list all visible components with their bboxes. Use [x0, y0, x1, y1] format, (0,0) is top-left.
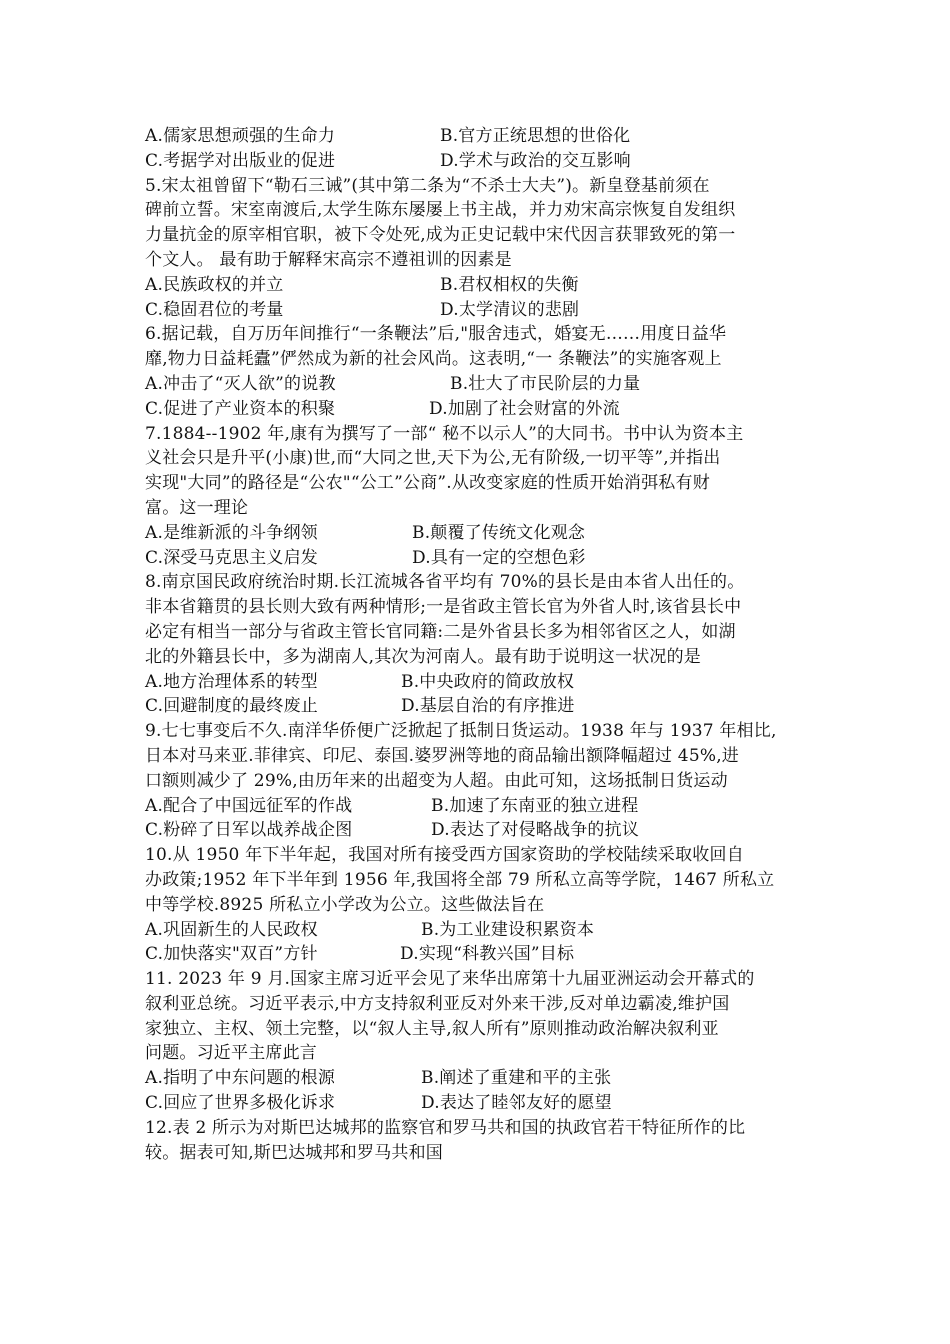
- question-stem-line: 家独立、主权、领土完整，以“叙人主导,叙人所有”原则推动政治解决叙利亚: [145, 1018, 719, 1039]
- option-row: [145, 546, 825, 571]
- option-b[interactable]: B.君权相权的失衡: [440, 274, 579, 295]
- question-stem-line: 11. 2023 年 9 月.国家主席习近平会见了来华出席第十九届亚洲运动会开幕式的: [145, 969, 755, 990]
- option-row: [145, 670, 825, 695]
- option-a[interactable]: A.是维新派的斗争纲领: [145, 522, 318, 543]
- question-stem-line: 10.从 1950 年下半年起，我国对所有接受西方国家资助的学校陆续采取收回自: [145, 845, 744, 866]
- question-11: [145, 967, 825, 1116]
- question-12: [145, 1116, 825, 1166]
- option-b[interactable]: B.为工业建设积累资本: [421, 919, 595, 940]
- option-a[interactable]: A.冲击了“灭人欲”的说教: [145, 373, 336, 394]
- question-stem-line: 中等学校.8925 所私立小学改为公立。这些做法旨在: [145, 894, 545, 915]
- question-8: [145, 570, 825, 719]
- option-row: [145, 124, 825, 149]
- question-4-options: [145, 124, 825, 174]
- option-a[interactable]: A.巩固新生的人民政权: [145, 919, 318, 940]
- option-c[interactable]: C.回避制度的最终废止: [145, 696, 319, 717]
- option-row: [145, 818, 825, 843]
- option-a[interactable]: A.儒家思想顽强的生命力: [145, 126, 336, 146]
- question-stem-line: 非本省籍贯的县长则大致有两种情形;一是省政主管长官为外省人时,该省县长中: [145, 597, 742, 618]
- option-c[interactable]: C.促进了产业资本的积聚: [145, 398, 336, 419]
- option-row: [145, 298, 825, 323]
- question-stem-line: 日本对马来亚.菲律宾、印尼、泰国.婆罗洲等地的商品输出额降幅超过 45%,进: [145, 745, 739, 766]
- option-row: [145, 372, 825, 397]
- option-d[interactable]: D.太学清议的悲剧: [440, 299, 580, 320]
- option-a[interactable]: A.地方治理体系的转型: [145, 671, 318, 692]
- question-stem-line: 办政策;1952 年下半年到 1956 年,我国将全部 79 所私立高等学院，1467 所私立: [145, 869, 775, 890]
- question-stem-line: 实现"大同”的路径是“公农"“公工”公商”.从改变家庭的性质开始消弭私有财: [145, 473, 710, 494]
- option-d[interactable]: D.表达了对侵略战争的抗议: [431, 820, 640, 841]
- option-row: [145, 521, 825, 546]
- option-d[interactable]: D.实现“科教兴国”目标: [400, 944, 575, 965]
- question-stem-line: 义社会只是升平(小康)世,而“大同之世,天下为公,无有阶级,一切平等”,并指出: [145, 448, 721, 469]
- option-c[interactable]: C.稳固君位的考量: [145, 299, 284, 320]
- option-d[interactable]: D.具有一定的空想色彩: [412, 547, 586, 568]
- question-10: [145, 843, 825, 967]
- question-stem-line: 必定有相当一部分与省政主管长官同籍:二是外省县长多为相邻省区之人，如湖: [145, 621, 736, 642]
- question-stem-line: 较。据表可知,斯巴达城邦和罗马共和国: [145, 1142, 444, 1163]
- question-stem-line: 叙利亚总统。习近平表示,中方支持叙利亚反对外来干涉,反对单边霸凌,维护国: [145, 993, 730, 1014]
- question-stem-line: 力量抗金的原宰相官职，被下令处死,成为正史记载中宋代因言获罪致死的第一: [145, 225, 736, 246]
- question-stem-line: 问题。习近平主席此言: [145, 1043, 317, 1064]
- question-stem-line: 5.宋太祖曾留下“勒石三诫”(其中第二条为“不杀士大夫”)。新皇登基前须在: [145, 175, 710, 196]
- option-b[interactable]: B.阐述了重建和平的主张: [421, 1068, 612, 1089]
- option-a[interactable]: A.民族政权的并立: [145, 274, 284, 295]
- option-b[interactable]: B.壮大了市民阶层的力量: [450, 373, 641, 394]
- option-d[interactable]: D.学术与政治的交互影响: [440, 150, 631, 171]
- option-b[interactable]: B.加速了东南亚的独立进程: [431, 795, 639, 816]
- option-row: [145, 149, 825, 174]
- option-row: [145, 397, 825, 422]
- question-stem-line: 12.表 2 所示为对斯巴达城邦的监察官和罗马共和国的执政官若干特征所作的比: [145, 1117, 746, 1138]
- exam-content: [145, 124, 825, 1165]
- question-stem-line: 9.七七事变后不久.南洋华侨便广泛掀起了抵制日货运动。1938 年与 1937 年相比,: [145, 721, 777, 742]
- option-c[interactable]: C.回应了世界多极化诉求: [145, 1093, 336, 1114]
- option-row: [145, 273, 825, 298]
- question-stem-line: 个文人。 最有助于解释宋高宗不遵祖训的因素是: [145, 249, 512, 270]
- option-row: [145, 918, 825, 943]
- question-stem-line: 碑前立誓。宋室南渡后,太学生陈东屡屡上书主战，并力劝宋高宗恢复自发组织: [145, 200, 736, 221]
- option-b[interactable]: B.中央政府的简政放权: [401, 671, 575, 692]
- question-stem-line: 北的外籍县长中，多为湖南人,其次为河南人。最有助于说明这一状况的是: [145, 646, 702, 667]
- question-9: [145, 719, 825, 843]
- option-d[interactable]: D.表达了睦邻友好的愿望: [421, 1093, 612, 1114]
- question-6: [145, 322, 825, 421]
- option-d[interactable]: D.基层自治的有序推进: [401, 696, 575, 717]
- option-row: [145, 1066, 825, 1091]
- option-row: [145, 694, 825, 719]
- question-stem-line: 富。这一理论: [145, 497, 249, 518]
- option-c[interactable]: C.深受马克思主义启发: [145, 547, 319, 568]
- option-b[interactable]: B.颠覆了传统文化观念: [412, 522, 586, 543]
- option-c[interactable]: C.考据学对出版业的促进: [145, 150, 336, 171]
- question-stem-line: 8.南京国民政府统治时期.长江流城各省平均有 70%的县长是由本省人出任的。: [145, 572, 745, 593]
- option-row: [145, 1091, 825, 1116]
- option-row: [145, 942, 825, 967]
- question-7: [145, 422, 825, 571]
- option-d[interactable]: D.加剧了社会财富的外流: [429, 398, 620, 419]
- option-row: [145, 794, 825, 819]
- question-stem-line: 6.据记载，自万历年间推行“一条鞭法”后,"服舍违式，婚宴无……用度日益华: [145, 324, 727, 345]
- option-c[interactable]: C.加快落实"双百”方针: [145, 944, 318, 965]
- question-stem-line: 7.1884--1902 年,康有为撰写了一部“ 秘不以示人”的大同书。书中认为资本主: [145, 423, 744, 444]
- question-stem-line: 靡,物力日益耗蠹”俨然成为新的社会风尚。这表明,“一 条鞭法”的实施客观上: [145, 349, 722, 370]
- option-a[interactable]: A.配合了中国远征军的作战: [145, 795, 353, 816]
- question-5: [145, 174, 825, 323]
- option-b[interactable]: B.官方正统思想的世俗化: [440, 126, 631, 146]
- option-c[interactable]: C.粉碎了日军以战养战企图: [145, 820, 353, 841]
- option-a[interactable]: A.指明了中东问题的根源: [145, 1068, 336, 1089]
- question-stem-line: 口额则减少了 29%,由历年来的出超变为人超。由此可知，这场抵制日货运动: [145, 770, 728, 791]
